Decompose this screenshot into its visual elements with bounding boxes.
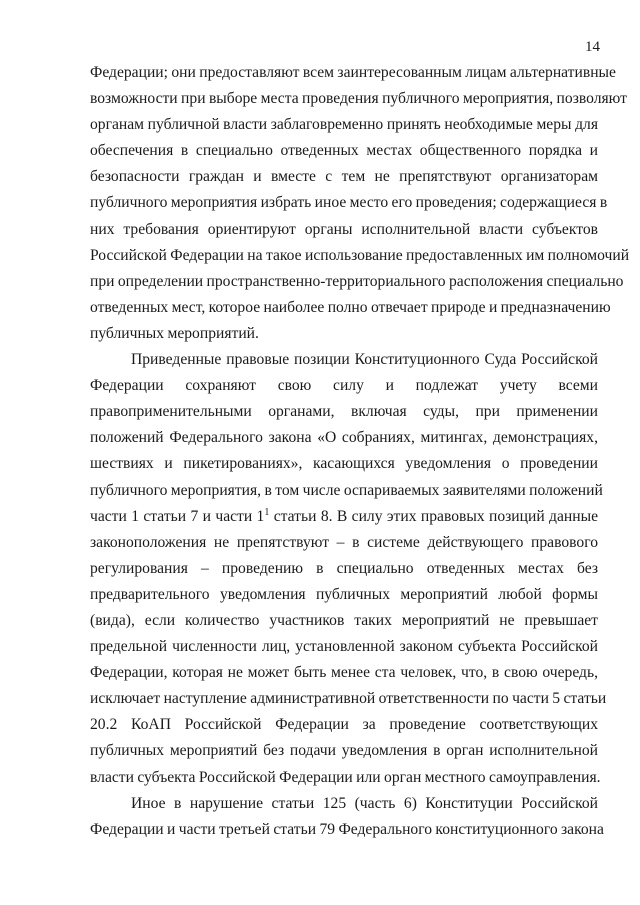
text-line: публичных мероприятий. (90, 324, 259, 342)
text-line: Федерации, которая не может быть менее ста человек, что, в свою очередь, (90, 664, 598, 682)
text-line: Федерации; они предоставляют всем заинтересованным лицам альтернативные (90, 64, 616, 81)
page-number: 14 (585, 39, 600, 55)
text-line: 20.2 КоАП Российской Федерации за проведение соответствующих (90, 716, 598, 734)
text-line: при определении пространственно-территориального расположения специально (90, 272, 624, 290)
text-line: публичных мероприятий без подачи уведомления в орган исполнительной (90, 742, 598, 760)
text-line: части 1 статьи 7 и части $1^1$ статьи 8. В силу этих правовых позиций данные (90, 506, 598, 525)
text-line: возможности при выборе места проведения публичного мероприятия, позволяют (90, 90, 627, 108)
paragraph (90, 60, 630, 347)
text-line: обеспечения в специально отведенных местах общественного порядка и (90, 142, 598, 160)
text-line: публичного мероприятия избрать иное место его проведения; содержащиеся в (90, 194, 608, 212)
text-line: исключает наступление административной ответственности по части 5 статьи (90, 690, 607, 708)
superscript: 1 (264, 506, 270, 518)
text-line: регулирования – проведению в специально отведенных местах без (90, 559, 598, 577)
text-line: Федерации сохраняют свою силу и подлежат учету всеми (90, 377, 598, 395)
text-line: положений Федерального закона «О собраниях, митингах, демонстрациях, (90, 429, 598, 447)
body-text (90, 60, 630, 843)
text-line: органам публичной власти заблаговременно принять необходимые меры для (90, 116, 598, 134)
text-line: них требования ориентируют органы исполнительной власти субъектов (90, 220, 598, 238)
text-line: Федерации и части третьей статьи 79 Федерального конституционного закона (90, 820, 604, 838)
text-line: предварительного уведомления публичных мероприятий любой формы (90, 585, 598, 603)
text-line: правоприменительными органами, включая суды, при применении (90, 403, 598, 421)
text-line: предельной численности лиц, установленной законом субъекта Российской (90, 638, 598, 656)
text-line: Российской Федерации на такое использование предоставленных им полномочий (90, 246, 630, 264)
text-line: власти субъекта Российской Федерации или орган местного самоуправления. (90, 768, 601, 786)
text-line: законоположения не препятствуют – в системе действующего правового (90, 533, 598, 551)
text-line: (вида), если количество участников таких мероприятий не превышает (90, 611, 598, 629)
text-line: публичного мероприятия, в том числе оспариваемых заявителями положений (90, 481, 603, 499)
paragraph (90, 791, 604, 843)
text-line: Иное в нарушение статьи 125 (часть 6) Конституции Российской (131, 794, 598, 812)
text-line: безопасности граждан и вместе с тем не препятствуют организаторам (90, 168, 598, 186)
text-line: Приведенные правовые позиции Конституционного Суда Российской (131, 351, 598, 369)
paragraph (90, 347, 607, 791)
text-line: отведенных мест, которое наиболее полно отвечает природе и предназначению (90, 298, 611, 316)
text-line: шествиях и пикетированиях», касающихся уведомления о проведении (90, 455, 598, 473)
